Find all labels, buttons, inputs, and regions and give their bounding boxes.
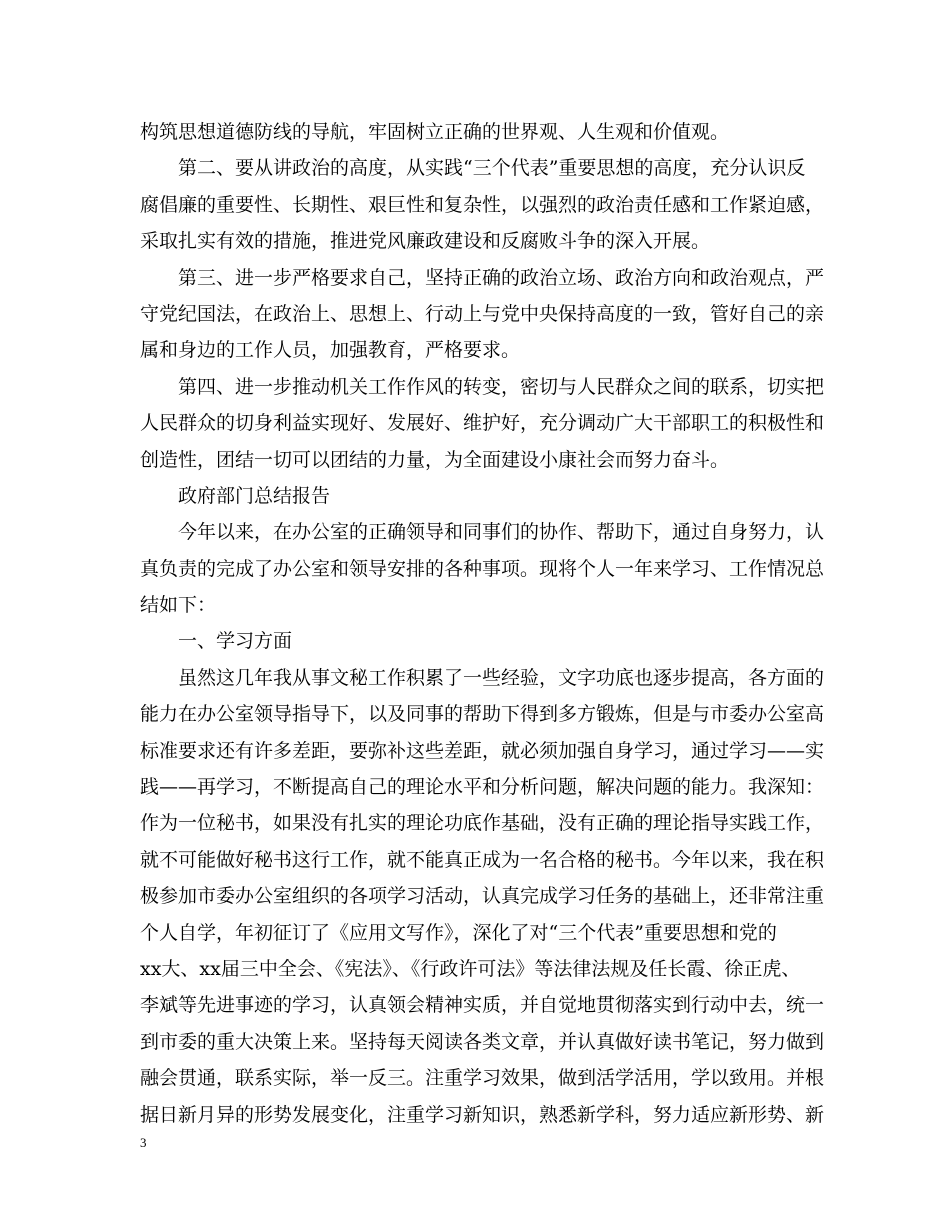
text-line: 一、学习方面 [178, 630, 293, 653]
text-line: 今年以来，在办公室的正确领导和同事们的协作、帮助下，通过自身努力，认 [178, 521, 825, 544]
text-line: 第四、进一步推动机关工作作风的转变，密切与人民群众之间的联系，切实把 [178, 375, 825, 398]
text-line: 个人自学，年初征订了《应用文写作》，深化了对“三个代表”重要思想和党的 [140, 921, 777, 944]
text-line: 政府部门总结报告 [178, 484, 331, 507]
text-line: 作为一位秘书，如果没有扎实的理论功底作基础，没有正确的理论指导实践工作， [140, 812, 825, 835]
text-line: 采取扎实有效的措施，推进党风廉政建设和反腐败斗争的深入开展。 [140, 230, 711, 253]
page-number: 3 [140, 1135, 147, 1150]
text-line: 属和身边的工作人员，加强教育，严格要求。 [140, 339, 521, 362]
text-line: 践——再学习，不断提高自己的理论水平和分析问题，解决问题的能力。我深知： [140, 776, 825, 799]
text-line: 创造性，团结一切可以团结的力量，为全面建设小康社会而努力奋斗。 [140, 448, 730, 471]
text-line: 李斌等先进事迹的学习，认真领会精神实质，并自觉地贯彻落实到行动中去，统一 [140, 994, 825, 1017]
text-line: xx大、xx届三中全会、《宪法》、《行政许可法》等法律法规及任长霞、徐正虎、 [140, 957, 801, 980]
text-line: 就不可能做好秘书这行工作，就不能真正成为一名合格的秘书。今年以来，我在积 [140, 848, 825, 871]
document-body [140, 114, 830, 1133]
text-line: 能力在办公室领导指导下，以及同事的帮助下得到多方锻炼，但是与市委办公室高 [140, 703, 825, 726]
text-line: 据日新月异的形势发展变化，注重学习新知识，熟悉新学科，努力适应新形势、新 [140, 1103, 825, 1126]
text-line: 人民群众的切身利益实现好、发展好、维护好，充分调动广大干部职工的积极性和 [140, 412, 825, 435]
text-line: 融会贯通，联系实际，举一反三。注重学习效果，做到活学活用，学以致用。并根 [140, 1067, 825, 1090]
text-line: 守党纪国法，在政治上、思想上、行动上与党中央保持高度的一致，管好自己的亲 [140, 302, 825, 325]
text-line: 虽然这几年我从事文秘工作积累了一些经验，文字功底也逐步提高，各方面的 [178, 666, 825, 689]
text-line: 标准要求还有许多差距，要弥补这些差距，就必须加强自身学习，通过学习——实 [140, 739, 825, 762]
text-line: 真负责的完成了办公室和领导安排的各种事项。现将个人一年来学习、工作情况总 [140, 557, 825, 580]
text-line: 腐倡廉的重要性、长期性、艰巨性和复杂性，以强烈的政治责任感和工作紧迫感， [140, 193, 825, 216]
text-line: 结如下： [140, 594, 217, 617]
text-line: 到市委的重大决策上来。坚持每天阅读各类文章，并认真做好读书笔记，努力做到 [140, 1030, 825, 1053]
text-line: 第三、进一步严格要求自己，坚持正确的政治立场、政治方向和政治观点，严 [178, 266, 825, 289]
text-line: 极参加市委办公室组织的各项学习活动，认真完成学习任务的基础上，还非常注重 [140, 885, 825, 908]
text-line: 第二、要从讲政治的高度，从实践“三个代表”重要思想的高度，充分认识反 [178, 157, 806, 180]
text-line: 构筑思想道德防线的导航，牢固树立正确的世界观、人生观和价值观。 [140, 121, 730, 143]
